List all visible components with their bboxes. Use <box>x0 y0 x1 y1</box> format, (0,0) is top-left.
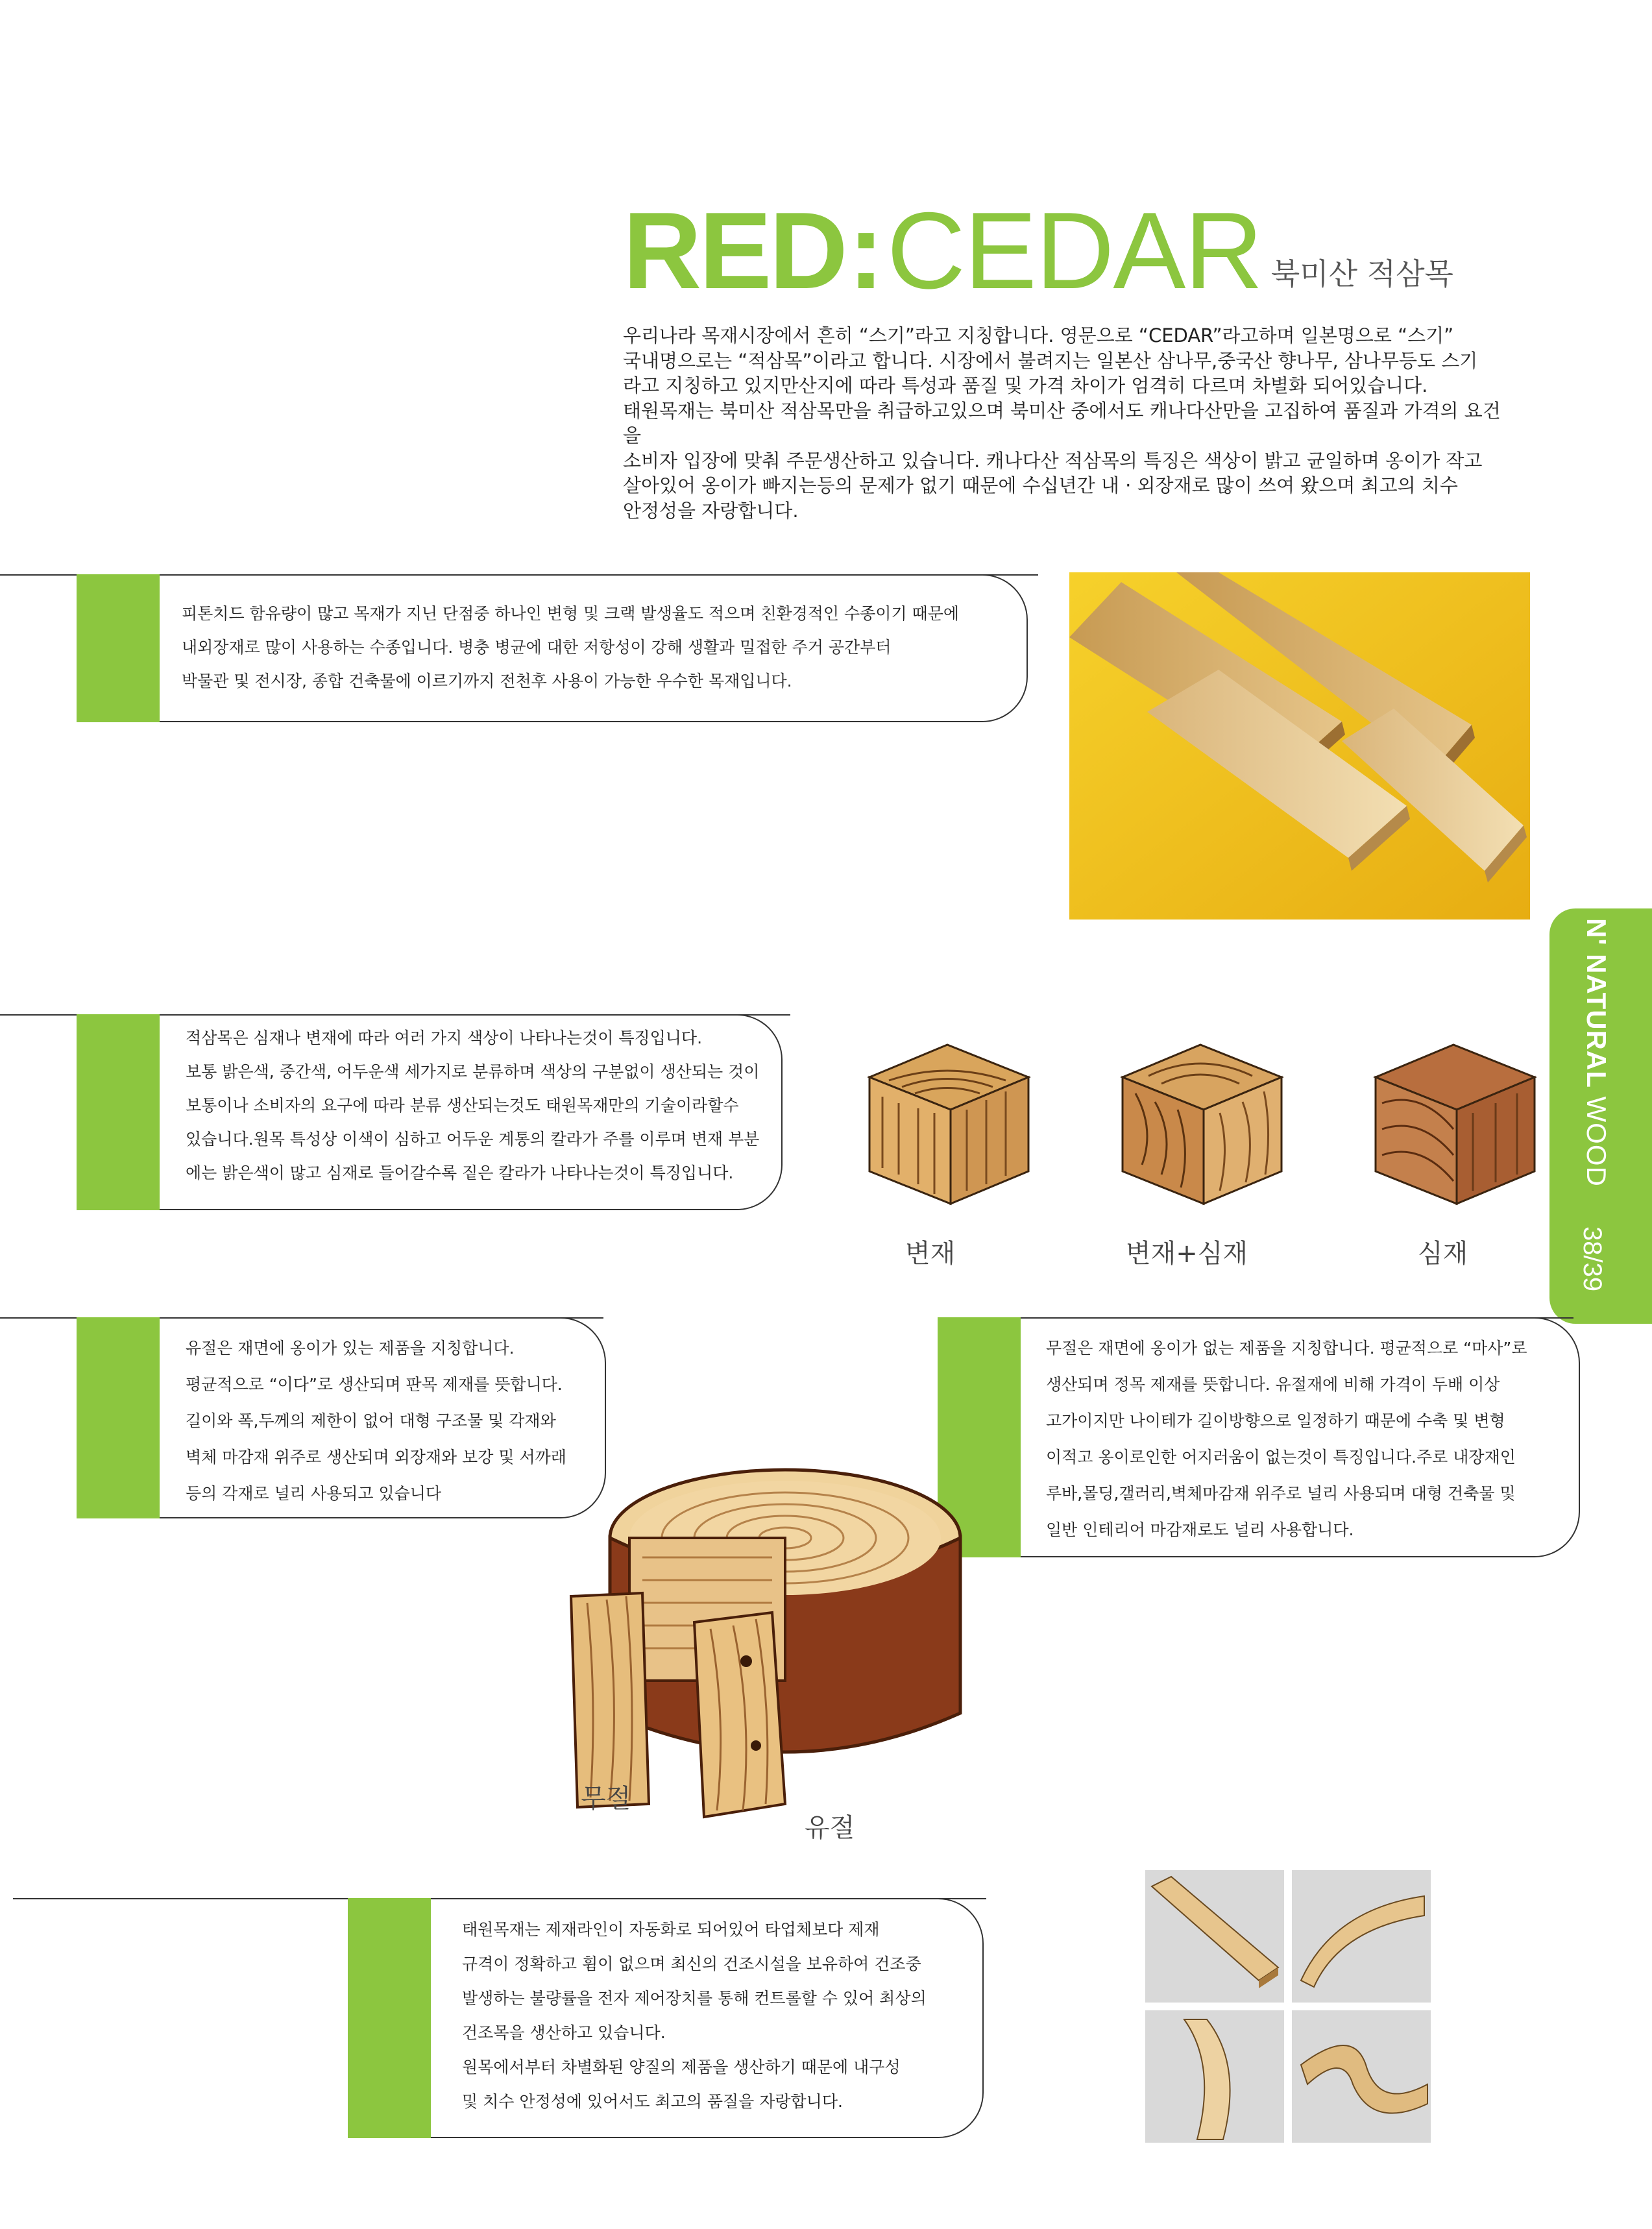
warped-boards-illustration <box>1145 1870 1431 2143</box>
section2-text <box>186 1021 776 1190</box>
section5-line: 건조목을 생산하고 있습니다. <box>462 2023 666 2042</box>
section1-line: 박물관 및 전시장, 종합 건축물에 이르기까지 전천후 사용이 가능한 우수한 목재입니다. <box>182 672 792 690</box>
section4-line: 고가이지만 나이테가 길이방향으로 일정하기 때문에 수축 및 변형 <box>1046 1411 1505 1430</box>
caption-sapwood: 변재 <box>905 1239 956 1269</box>
page-number-text: 38/39 <box>1578 1226 1607 1292</box>
section3-line: 벽체 마감재 위주로 생산되며 외장재와 보강 및 서까래 <box>186 1448 566 1467</box>
title-colon: : <box>847 189 884 311</box>
section2-line: 에는 밝은색이 많고 심재로 들어갈수록 짙은 칼라가 나타나는것이 특징입니다. <box>186 1163 734 1182</box>
cedar-boards-photo <box>1069 572 1530 920</box>
intro-line: 소비자 입장에 맞춰 주문생산하고 있습니다. 캐나다산 적삼목의 특징은 색상이 밝고 균일하며 옹이가 작고 <box>623 449 1483 472</box>
section1-text <box>182 597 1019 698</box>
tab-logo: N' <box>1581 918 1612 954</box>
page-title <box>623 189 1453 311</box>
intro-line: 국내명으로는 “적삼목”이라고 합니다. 시장에서 불려지는 일본산 삼나무,중국산 향나무, 삼나무등도 스기 <box>623 349 1478 372</box>
section1-line: 피톤치드 함유량이 많고 목재가 지닌 단점중 하나인 변형 및 크랙 발생율도 적으며 친환경적인 수종이기 때문에 <box>182 604 960 623</box>
section3-line: 등의 각재로 널리 사용되고 있습니다 <box>186 1484 442 1503</box>
section2-line: 보통 밝은색, 중간색, 어두운색 세가지로 분류하며 색상의 구분없이 생산되는 것이 <box>186 1062 760 1081</box>
intro-line: 안정성을 자랑합니다. <box>623 499 799 522</box>
title-korean: 북미산 적삼목 <box>1270 256 1453 291</box>
heartwood-cube-illustration <box>1369 1032 1544 1220</box>
section4-text <box>1046 1330 1572 1548</box>
section5-line: 및 치수 안정성에 있어서도 최고의 품질을 자랑합니다. <box>462 2092 843 2111</box>
section5-line: 원목에서부터 차별화된 양질의 제품을 생산하기 때문에 내구성 <box>462 2058 901 2077</box>
section3-text <box>186 1330 601 1512</box>
section5-line: 태원목재는 제재라인이 자동화로 되어있어 타업체보다 제재 <box>462 1920 880 1939</box>
caption-clear: 무절 <box>581 1784 631 1814</box>
section4-line: 무절은 재면에 옹이가 없는 제품을 지칭합니다. 평균적으로 “마사”로 <box>1046 1339 1527 1358</box>
section4-line: 루바,몰딩,갤러리,벽체마감재 위주로 널리 사용되며 대형 건축물 및 <box>1046 1484 1516 1503</box>
section5-line: 규격이 정확하고 휨이 없으며 최신의 건조시설을 보유하여 건조중 <box>462 1955 921 1973</box>
section5-text <box>462 1912 975 2119</box>
intro-line: 살아있어 옹이가 빠지는등의 문제가 없기 때문에 수십년간 내 · 외장재로 많이 쓰여 왔으며 최고의 치수 <box>623 474 1458 496</box>
title-cedar: CEDAR <box>886 189 1262 311</box>
section4-line: 일반 인테리어 마감재로도 널리 사용합니다. <box>1046 1520 1354 1539</box>
section2-accent-bar <box>77 1014 160 1210</box>
caption-heartwood: 심재 <box>1418 1239 1468 1269</box>
section3-line: 유절은 재면에 옹이가 있는 제품을 지칭합니다. <box>186 1339 515 1358</box>
section5-accent-bar <box>348 1898 431 2138</box>
section5-line: 발생하는 불량률을 전자 제어장치를 통해 컨트롤할 수 있어 최상의 <box>462 1989 927 2008</box>
caption-sapwood-heartwood: 변재+심재 <box>1126 1239 1248 1269</box>
section2-line: 적삼목은 심재나 변재에 따라 여러 가지 색상이 나타나는것이 특징입니다. <box>186 1029 703 1047</box>
page-number <box>1578 1226 1607 1324</box>
intro-line: 라고 지칭하고 있지만산지에 따라 특성과 품질 및 가격 차이가 엄격히 다르며 차별화 되어있습니다. <box>623 374 1428 396</box>
intro-paragraph <box>623 323 1518 523</box>
section3-line: 길이와 폭,두께의 제한이 없어 대형 구조물 및 각재와 <box>186 1411 556 1430</box>
section4-line: 이적고 옹이로인한 어지러움이 없는것이 특징입니다.주로 내장재인 <box>1046 1448 1516 1467</box>
intro-line: 태원목재는 북미산 적삼목만을 취급하고있으며 북미산 중에서도 캐나다산만을 고집하여 품질과 가격의 요건을 <box>623 399 1501 446</box>
section1-accent-bar <box>77 574 160 722</box>
caption-knotty: 유절 <box>805 1813 855 1843</box>
section4-line: 생산되며 정목 제재를 뜻합니다. 유절재에 비해 가격이 두배 이상 <box>1046 1375 1500 1394</box>
sapwood-cube-illustration <box>863 1032 1038 1220</box>
section2-line: 있습니다.원목 특성상 이색이 심하고 어두운 계통의 칼라가 주를 이루며 변재 부분 <box>186 1130 760 1149</box>
title-red: RED <box>623 189 845 311</box>
mixed-cube-illustration <box>1116 1032 1291 1220</box>
tab-brand: NATURAL <box>1581 954 1612 1088</box>
section2-line: 보통이나 소비자의 요구에 따라 분류 생산되는것도 태원목재만의 기술이라할수 <box>186 1096 739 1115</box>
section1-line: 내외장재로 많이 사용하는 수종입니다. 병충 병균에 대한 저항성이 강해 생활과 밀접한 주거 공간부터 <box>182 638 892 657</box>
tab-word: WOOD <box>1581 1096 1612 1187</box>
section3-line: 평균적으로 “이다”로 생산되며 판목 제재를 뜻합니다. <box>186 1375 563 1394</box>
section3-accent-bar <box>77 1317 160 1518</box>
intro-line: 우리나라 목재시장에서 흔히 “스기”라고 지칭합니다. 영문으로 “CEDAR”라고하며 일본명으로 “스기” <box>623 324 1454 347</box>
